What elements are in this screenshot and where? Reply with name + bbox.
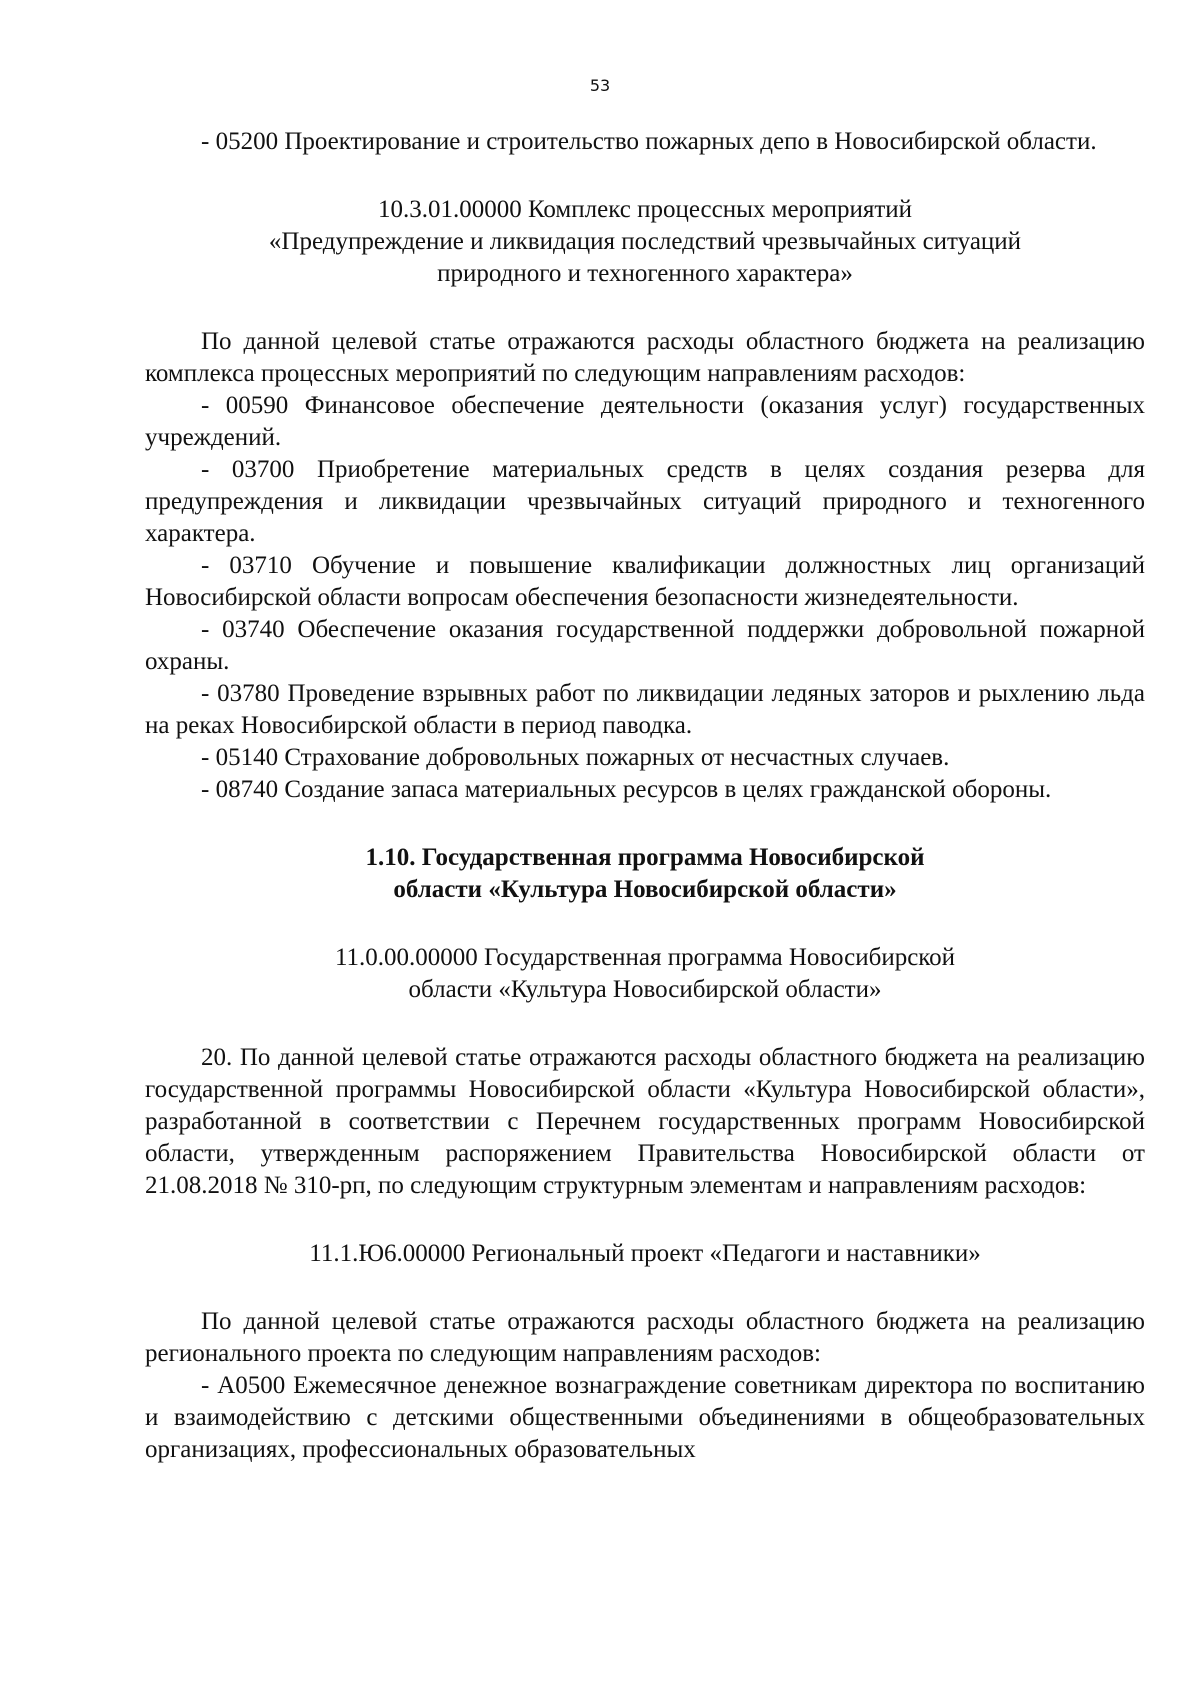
section-heading-1-10-line1: 1.10. Государственная программа Новосибирской	[365, 844, 925, 871]
list-item-08740: - 08740 Создание запаса материальных ресурсов в целях гражданской обороны.	[201, 776, 1052, 803]
list-item-03700: - 03700 Приобретение материальных средств в целях создания резерва для предупреждения и ликвидации чрезвычайных ситуаций природного и техногенного характера.	[145, 456, 1145, 547]
list-item-05140: - 05140 Страхование добровольных пожарных от несчастных случаев.	[201, 744, 950, 771]
list-item-03710: - 03710 Обучение и повышение квалификации должностных лиц организаций Новосибирской области вопросам обеспечения безопасности жизнедеятельности.	[145, 552, 1145, 611]
list-item-a0500: - А0500 Ежемесячное денежное вознаграждение советникам директора по воспитанию и взаимодействию с детскими общественными объединениями в общеобразовательных организациях, профессиональных образовательных	[145, 1372, 1145, 1463]
list-item-03780: - 03780 Проведение взрывных работ по ликвидации ледяных заторов и рыхлению льда на реках Новосибирской области в период паводка.	[145, 680, 1145, 739]
heading-10-3-01-line2: «Предупреждение и ликвидация последствий чрезвычайных ситуаций	[268, 228, 1022, 255]
document-body	[145, 126, 1145, 1466]
section-heading-1-10-line2: области «Культура Новосибирской области»	[393, 876, 897, 903]
heading-10-3-01-line1: 10.3.01.00000 Комплекс процессных мероприятий	[377, 196, 913, 223]
heading-11-1-yu6: 11.1.Ю6.00000 Региональный проект «Педагоги и наставники»	[309, 1240, 981, 1267]
list-item-05200: - 05200 Проектирование и строительство пожарных депо в Новосибирской области.	[201, 128, 1097, 155]
paragraph-regional-project: По данной целевой статье отражаются расходы областного бюджета на реализацию регионального проекта по следующим направлениям расходов:	[145, 1308, 1145, 1367]
list-item-03740: - 03740 Обеспечение оказания государственной поддержки добровольной пожарной охраны.	[145, 616, 1145, 675]
heading-11-0-00-line1: 11.0.00.00000 Государственная программа Новосибирской	[334, 944, 956, 971]
paragraph-expenses-intro: По данной целевой статье отражаются расходы областного бюджета на реализацию комплекса процессных мероприятий по следующим направлениям расходов:	[145, 328, 1145, 387]
paragraph-program-20: 20. По данной целевой статье отражаются расходы областного бюджета на реализацию государственной программы Новосибирской области «Культура Новосибирской области», разработанной в соответствии с Перечнем государственных программ Новосибирской области, утвержденным распоряжением Правительства Новосибирской области от 21.08.2018 № 310-рп, по следующим структурным элементам и направлениям расходов:	[145, 1044, 1145, 1199]
list-item-00590: - 00590 Финансовое обеспечение деятельности (оказания услуг) государственных учреждений.	[145, 392, 1145, 451]
page-number: 53	[589, 76, 611, 95]
heading-11-0-00-line2: области «Культура Новосибирской области»	[408, 976, 882, 1003]
heading-10-3-01-line3: природного и техногенного характера»	[437, 260, 853, 287]
